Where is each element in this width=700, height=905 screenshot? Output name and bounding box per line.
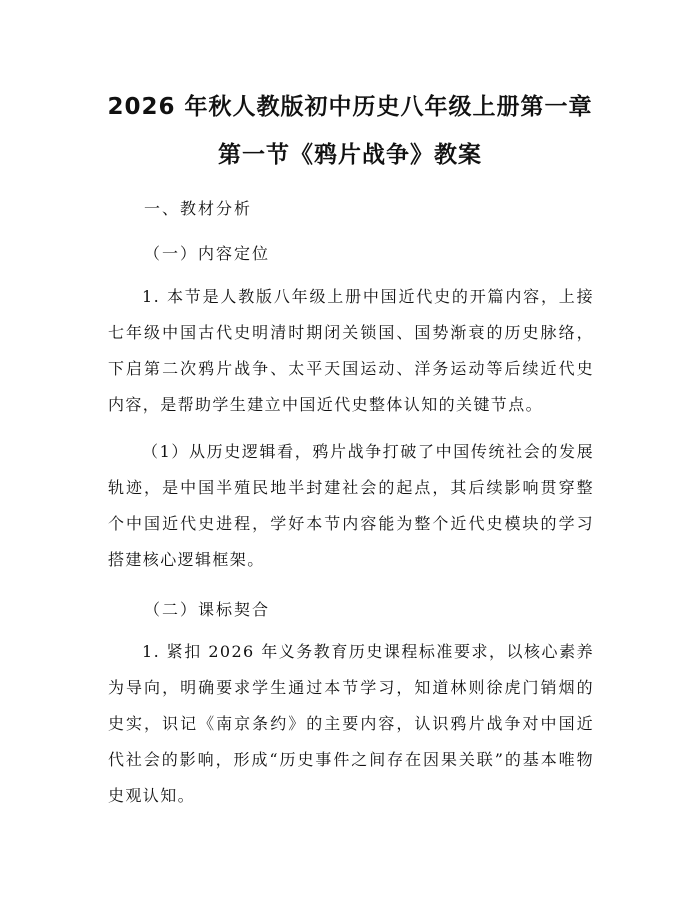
subsection-heading-curriculum-alignment: （二）课标契合 [144,600,271,619]
document-title-line-1: 2026 年秋人教版初中历史八年级上册第一章 [107,94,593,120]
paragraph-curriculum-alignment-1: 1. 紧扣 2026 年义务教育历史课程标准要求，以核心素养为导向，明确要求学生通过本节学习，知道林则徐虎门销烟的史实，识记《南京条约》的主要内容，认识鸦片战争对中国近代社会的影响，形成“历史事件之间存在因果关联”的基本唯物史观认知。 [108,642,594,805]
subsection-heading-content-positioning: （一）内容定位 [144,244,271,263]
paragraph-content-positioning-1: 1. 本节是人教版八年级上册中国近代史的开篇内容，上接七年级中国古代史明清时期闭关锁国、国势渐衰的历史脉络，下启第二次鸦片战争、太平天国运动、洋务运动等后续近代史内容，是帮助学生建立中国近代史整体认知的关键节点。 [108,287,594,414]
section-heading-teaching-material-analysis: 一、教材分析 [144,199,253,218]
paragraph-historical-logic: （1）从历史逻辑看，鸦片战争打破了中国传统社会的发展轨迹，是中国半殖民地半封建社会的起点，其后续影响贯穿整个中国近代史进程，学好本节内容能为整个近代史模块的学习搭建核心逻辑框架。 [108,442,594,569]
document-title-line-2: 第一节《鸦片战争》教案 [218,142,482,168]
